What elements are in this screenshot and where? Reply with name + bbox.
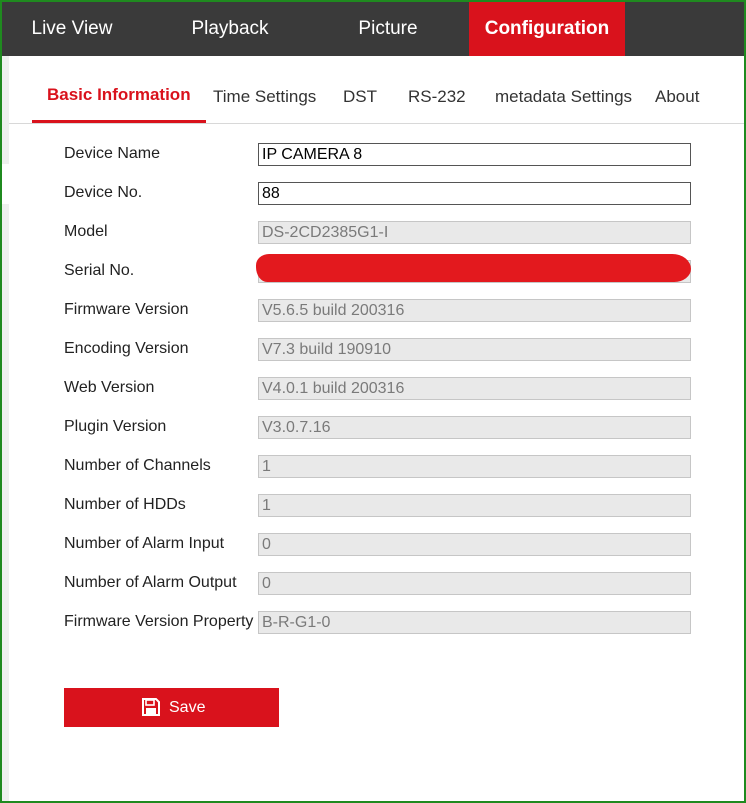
nav-configuration[interactable]: Configuration <box>469 2 625 56</box>
tab-dst[interactable]: DST <box>343 87 377 106</box>
save-button[interactable] <box>64 688 279 727</box>
plugin-version-label: Plugin Version <box>64 418 167 435</box>
tab-about[interactable]: About <box>655 87 700 106</box>
firmware-version-label: Firmware Version <box>64 301 189 318</box>
web-version-field: V4.0.1 build 200316 <box>258 377 691 400</box>
num-channels-field: 1 <box>258 455 691 478</box>
plugin-version-field: V3.0.7.16 <box>258 416 691 439</box>
num-channels-label: Number of Channels <box>64 457 211 474</box>
firmware-property-label: Firmware Version Property <box>64 613 254 630</box>
model-label: Model <box>64 223 108 240</box>
save-button-label: Save <box>169 699 206 716</box>
firmware-version-field: V5.6.5 build 200316 <box>258 299 691 322</box>
tab-time-settings[interactable]: Time Settings <box>213 87 317 106</box>
nav-picture[interactable]: Picture <box>358 18 418 39</box>
device-no-label: Device No. <box>64 184 143 201</box>
num-alarm-output-field: 0 <box>258 572 691 595</box>
device-no-input[interactable] <box>258 182 691 205</box>
sub-tab-bar <box>9 56 744 124</box>
num-alarm-output-label: Number of Alarm Output <box>64 574 237 591</box>
serial-redaction-mark <box>256 254 691 282</box>
tab-basic-information[interactable]: Basic Information <box>32 78 206 123</box>
num-hdds-field: 1 <box>258 494 691 517</box>
encoding-version-field: V7.3 build 190910 <box>258 338 691 361</box>
web-version-label: Web Version <box>64 379 155 396</box>
encoding-version-label: Encoding Version <box>64 340 189 357</box>
firmware-property-field: B-R-G1-0 <box>258 611 691 634</box>
nav-playback[interactable]: Playback <box>191 18 269 39</box>
tab-metadata-settings[interactable]: metadata Settings <box>495 87 633 106</box>
top-navigation <box>2 2 744 56</box>
num-alarm-input-label: Number of Alarm Input <box>64 535 225 552</box>
num-alarm-input-field: 0 <box>258 533 691 556</box>
tab-rs-232[interactable]: RS-232 <box>408 87 466 106</box>
serial-no-label: Serial No. <box>64 262 135 279</box>
nav-live-view[interactable]: Live View <box>31 18 113 39</box>
left-edge-strip <box>2 56 9 801</box>
device-name-input[interactable] <box>258 143 691 166</box>
save-icon <box>141 697 161 717</box>
model-field: DS-2CD2385G1-I <box>258 221 691 244</box>
num-hdds-label: Number of HDDs <box>64 496 186 513</box>
device-name-label: Device Name <box>64 145 161 162</box>
